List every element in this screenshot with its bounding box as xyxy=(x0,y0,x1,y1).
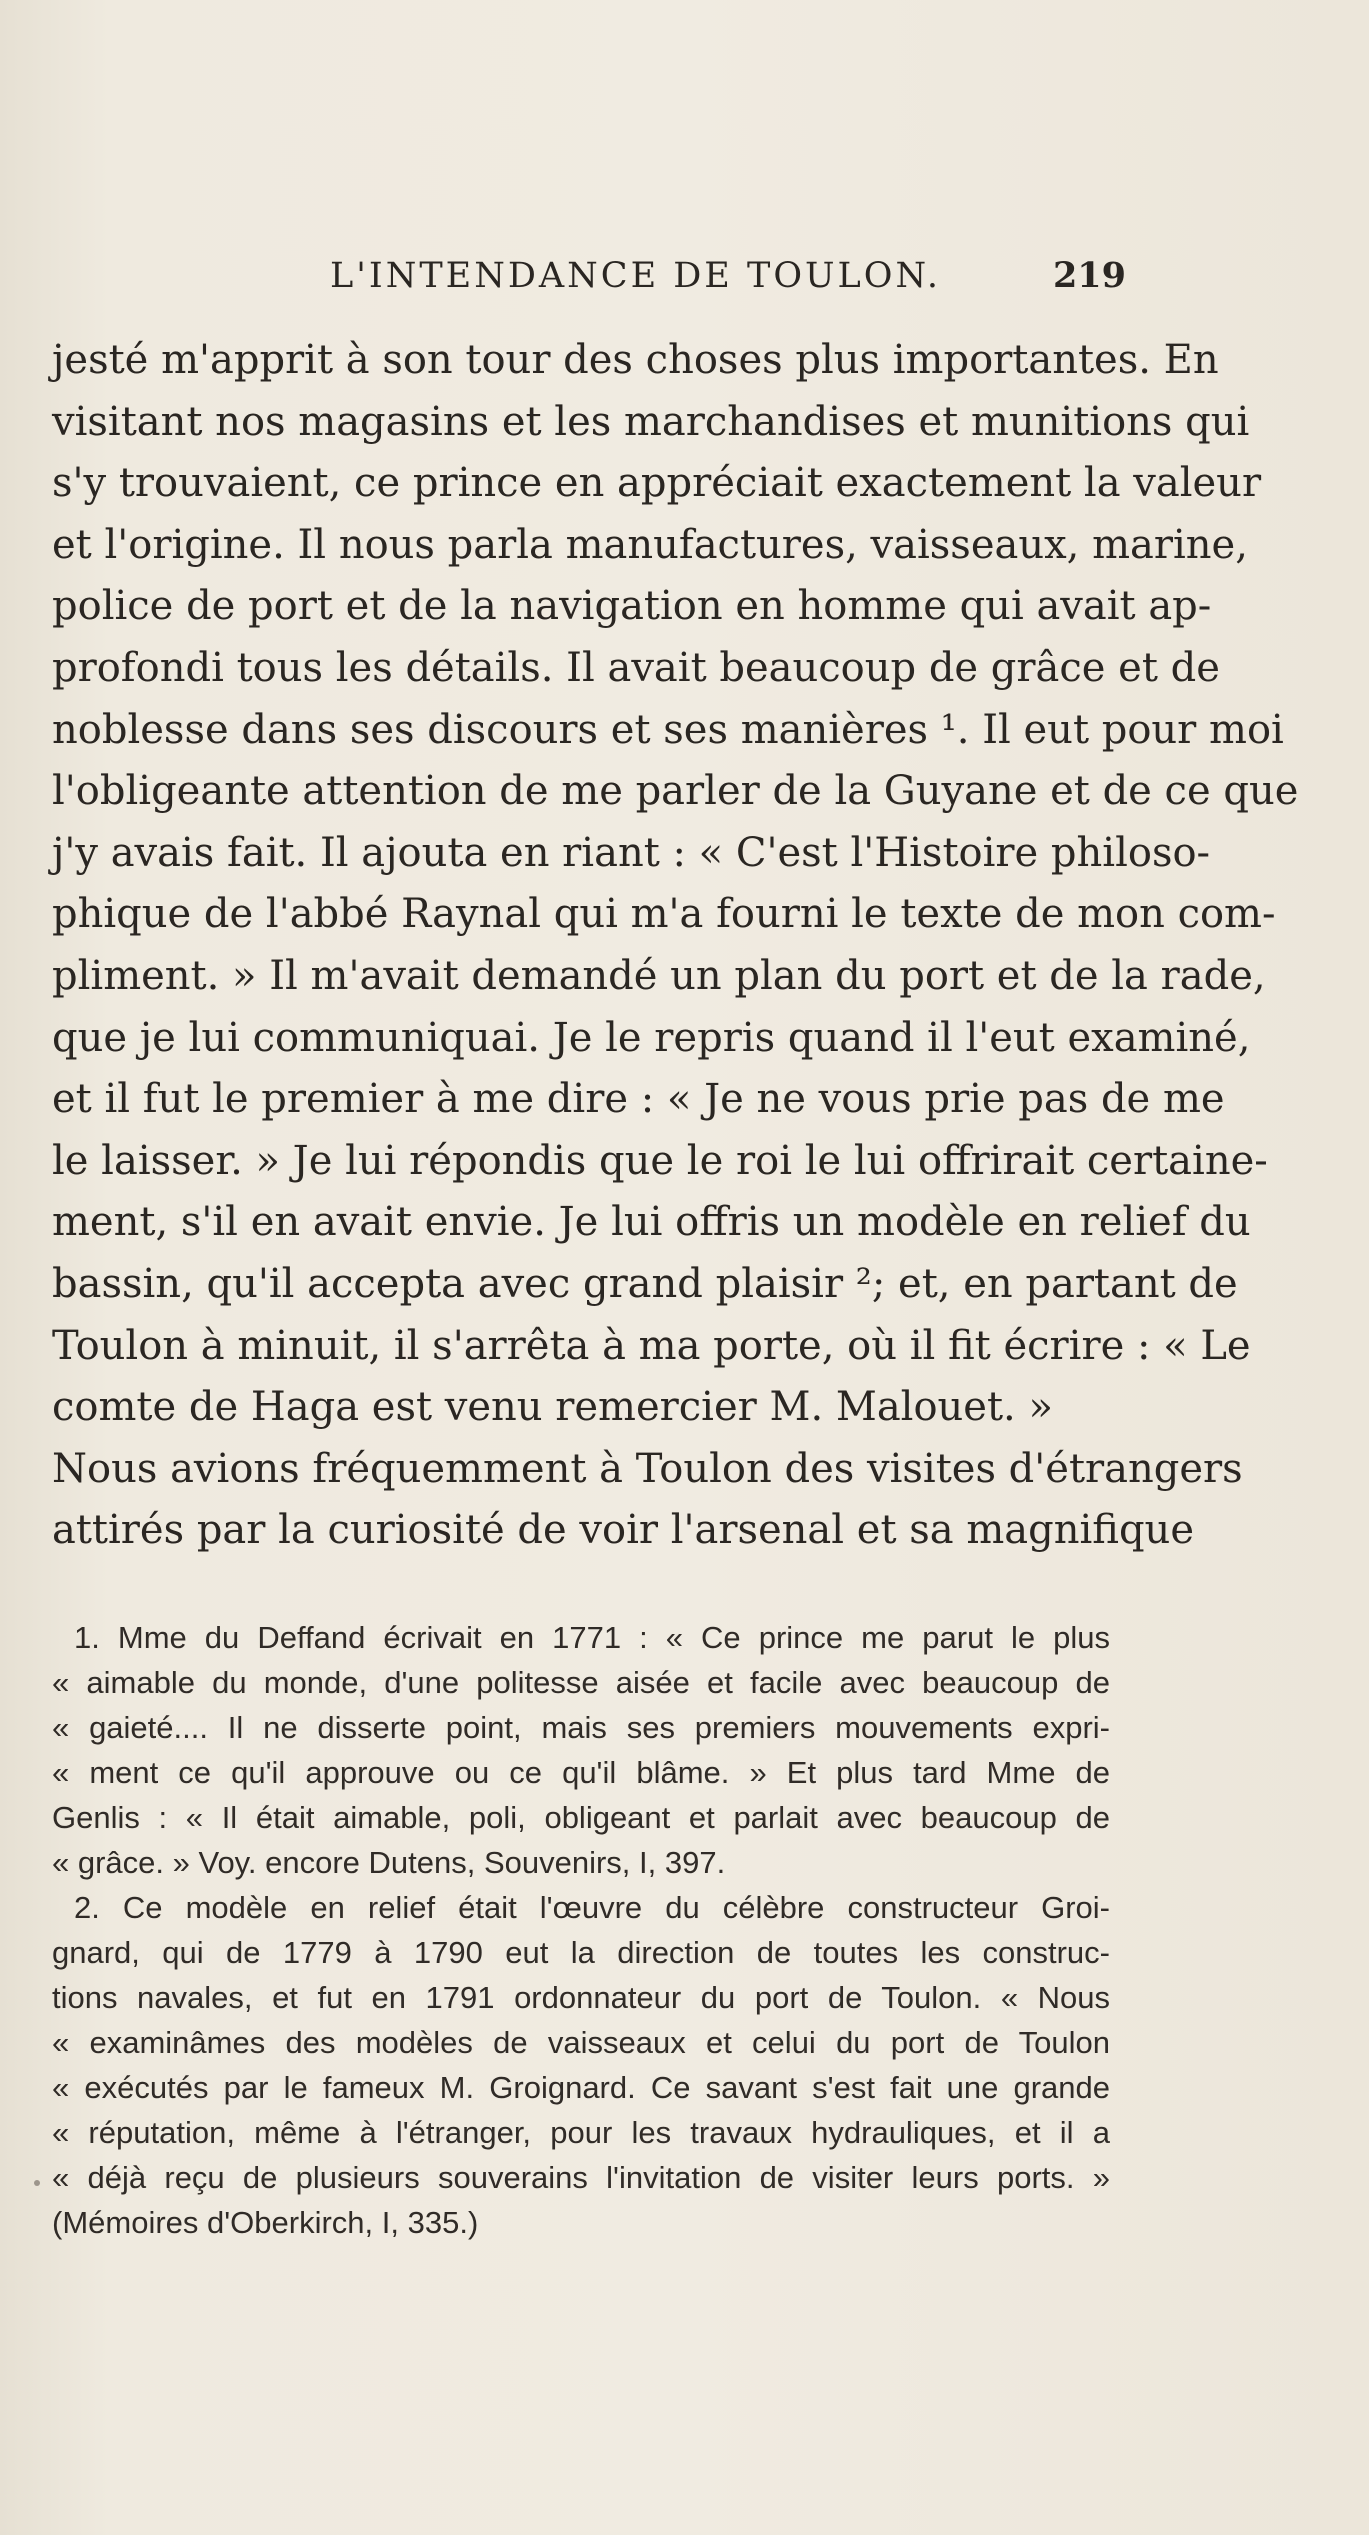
footnotes xyxy=(52,1615,1110,2245)
text-line: l'obligeante attention de me parler de la Guyane et de ce que xyxy=(52,768,1299,815)
footnote-line: « déjà reçu de plusieurs souverains l'invitation de visiter leurs ports. » xyxy=(52,2160,1110,2195)
footnote-line: 1. Mme du Deffand écrivait en 1771 : « Ce prince me parut le plus xyxy=(74,1620,1110,1655)
footnote-line: « examinâmes des modèles de vaisseaux et celui du port de Toulon xyxy=(52,2025,1110,2060)
footnote-line: « gaieté.... Il ne disserte point, mais ses premiers mouvements expri- xyxy=(52,1710,1110,1745)
text-line: profondi tous les détails. Il avait beaucoup de grâce et de xyxy=(52,644,1220,691)
footnote-line: Genlis : « Il était aimable, poli, obligeant et parlait avec beaucoup de xyxy=(52,1800,1110,1835)
text-line: ment, s'il en avait envie. Je lui offris un modèle en relief du xyxy=(52,1199,1251,1246)
text-line: police de port et de la navigation en homme qui avait ap- xyxy=(52,583,1212,630)
footnote-line: 2. Ce modèle en relief était l'œuvre du célèbre constructeur Groi- xyxy=(74,1890,1110,1925)
text-line: et l'origine. Il nous parla manufactures, vaisseaux, marine, xyxy=(52,521,1248,568)
footnote-line: « ment ce qu'il approuve ou ce qu'il blâme. » Et plus tard Mme de xyxy=(52,1755,1110,1790)
footnote-line: tions navales, et fut en 1791 ordonnateur du port de Toulon. « Nous xyxy=(52,1980,1110,2015)
text-line: le laisser. » Je lui répondis que le roi le lui offrirait certaine- xyxy=(52,1137,1268,1184)
footnote-line: (Mémoires d'Oberkirch, I, 335.) xyxy=(52,2205,479,2240)
text-line: Toulon à minuit, il s'arrêta à ma porte, où il fit écrire : « Le xyxy=(52,1322,1251,1369)
text-line: comte de Haga est venu remercier M. Malouet. » xyxy=(52,1384,1053,1431)
text-line: Nous avions fréquemment à Toulon des visites d'étrangers xyxy=(52,1445,1243,1492)
footnote-line: « réputation, même à l'étranger, pour les travaux hydrauliques, et il a xyxy=(52,2115,1110,2150)
page-header xyxy=(52,252,1132,300)
footnote-line: « grâce. » Voy. encore Dutens, Souvenirs, I, 397. xyxy=(52,1845,726,1880)
ink-spot xyxy=(34,2180,40,2186)
running-title: L'INTENDANCE DE TOULON. xyxy=(330,256,941,296)
page-number: 219 xyxy=(1052,255,1126,296)
text-line: visitant nos magasins et les marchandises et munitions qui xyxy=(52,398,1250,445)
text-line: et il fut le premier à me dire : « Je ne vous prie pas de me xyxy=(52,1076,1225,1123)
text-line: j'y avais fait. Il ajouta en riant : « C'est l'Histoire philoso- xyxy=(52,829,1211,876)
text-line: pliment. » Il m'avait demandé un plan du port et de la rade, xyxy=(52,952,1266,999)
text-line: attirés par la curiosité de voir l'arsenal et sa magnifique xyxy=(52,1507,1194,1554)
text-line: phique de l'abbé Raynal qui m'a fourni le texte de mon com- xyxy=(52,891,1276,938)
footnote-line: « exécutés par le fameux M. Groignard. Ce savant s'est fait une grande xyxy=(52,2070,1110,2105)
footnote-line: « aimable du monde, d'une politesse aisée et facile avec beaucoup de xyxy=(52,1665,1110,1700)
footnote-line: gnard, qui de 1779 à 1790 eut la direction de toutes les construc- xyxy=(52,1935,1110,1970)
text-line: jesté m'apprit à son tour des choses plus importantes. En xyxy=(52,337,1219,383)
text-line: noblesse dans ses discours et ses manières ¹. Il eut pour moi xyxy=(52,706,1284,753)
text-line: bassin, qu'il accepta avec grand plaisir ²; et, en partant de xyxy=(52,1260,1238,1307)
main-text xyxy=(52,330,1299,1562)
text-line: que je lui communiquai. Je le repris quand il l'eut examiné, xyxy=(52,1014,1251,1061)
text-line: s'y trouvaient, ce prince en appréciait exactement la valeur xyxy=(52,460,1262,507)
